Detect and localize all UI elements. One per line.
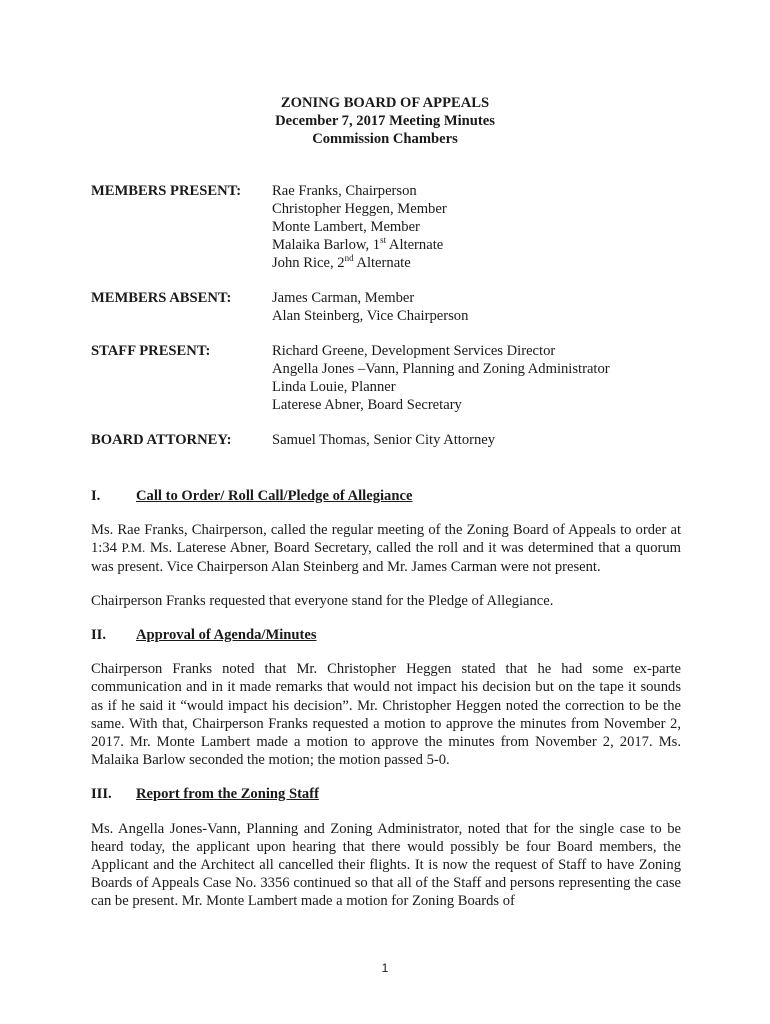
members-absent-label: MEMBERS ABSENT: xyxy=(91,290,232,306)
board-attorney-list xyxy=(272,431,495,449)
attendance-roster xyxy=(91,182,691,466)
staff-name: Angella Jones –Vann, Planning and Zoning Administrator xyxy=(272,361,610,377)
section-title: Call to Order/ Roll Call/Pledge of Allegiance xyxy=(136,488,413,504)
staff-name: Linda Louie, Planner xyxy=(272,379,396,395)
board-attorney-label: BOARD ATTORNEY: xyxy=(91,432,232,448)
member-name: Christopher Heggen, Member xyxy=(272,201,447,217)
section-title: Approval of Agenda/Minutes xyxy=(136,627,317,644)
board-title: ZONING BOARD OF APPEALS xyxy=(280,95,490,111)
approval-paragraph: Chairperson Franks noted that Mr. Christopher Heggen stated that he had some ex-parte communication and in it made remarks that would not impact his decision but on the tape it sounds as if he said it “would impact his decision”. Mr. Christopher Heggen noted the correction to be the same. With that, Chairperson Franks requested a motion to approve the minutes from November 2, 2017. Mr. Monte Lambert made a motion to approve the minutes from November 2, 2017. Ms. Malaika Barlow seconded the motion; the motion passed 5-0. xyxy=(91,661,681,769)
member-name: John Rice, 2nd Alternate xyxy=(272,253,411,271)
section-heading-call-to-order xyxy=(91,487,681,505)
section-heading-zoning-report xyxy=(91,785,681,803)
members-present-label: MEMBERS PRESENT: xyxy=(91,183,242,199)
section-number: I. xyxy=(91,488,101,504)
document-header xyxy=(0,94,770,148)
minutes-body xyxy=(91,487,681,927)
zoning-report-paragraph: Ms. Angella Jones-Vann, Planning and Zoning Administrator, noted that for the single case to be heard today, the applicant upon hearing that there would possibly be four Board members, the Applicant and the Architect all cancelled their flights. It is now the request of Staff to have Zoning Boards of Appeals Case No. 3356 continued so that all of the Staff and persons representing the case can be present. Mr. Monte Lambert made a motion for Zoning Boards of xyxy=(91,820,681,910)
staff-present-label: STAFF PRESENT: xyxy=(91,343,211,359)
member-name: James Carman, Member xyxy=(272,290,415,306)
member-name: Alan Steinberg, Vice Chairperson xyxy=(272,308,469,324)
staff-name: Richard Greene, Development Services Director xyxy=(272,343,556,359)
members-present-group xyxy=(91,182,691,272)
attorney-name: Samuel Thomas, Senior City Attorney xyxy=(272,432,496,448)
call-to-order-paragraph: Ms. Rae Franks, Chairperson, called the regular meeting of the Zoning Board of Appeals to order at 1:34 P.M. Ms. Laterese Abner, Board Secretary, called the roll and it was determined that a quorum was present. Vice Chairperson Alan Steinberg and Mr. James Carman were not present. xyxy=(91,522,681,575)
member-name: Rae Franks, Chairperson xyxy=(272,183,417,199)
board-attorney-group xyxy=(91,431,691,449)
page-number: 1 xyxy=(381,961,389,975)
section-number: III. xyxy=(91,786,112,803)
section-title: Report from the Zoning Staff xyxy=(136,786,319,803)
meeting-location: Commission Chambers xyxy=(312,131,458,147)
staff-present-list xyxy=(272,342,610,414)
meeting-date-title: December 7, 2017 Meeting Minutes xyxy=(275,113,495,129)
member-name: Malaika Barlow, 1st Alternate xyxy=(272,235,444,253)
section-heading-approval xyxy=(91,626,681,644)
members-absent-group xyxy=(91,289,691,325)
staff-present-group xyxy=(91,342,691,414)
pledge-paragraph: Chairperson Franks requested that everyone stand for the Pledge of Allegiance. xyxy=(91,592,554,609)
section-number: II. xyxy=(91,627,107,644)
members-absent-list xyxy=(272,289,468,325)
members-present-list xyxy=(272,182,447,272)
staff-name: Laterese Abner, Board Secretary xyxy=(272,397,462,413)
member-name: Monte Lambert, Member xyxy=(272,219,420,235)
